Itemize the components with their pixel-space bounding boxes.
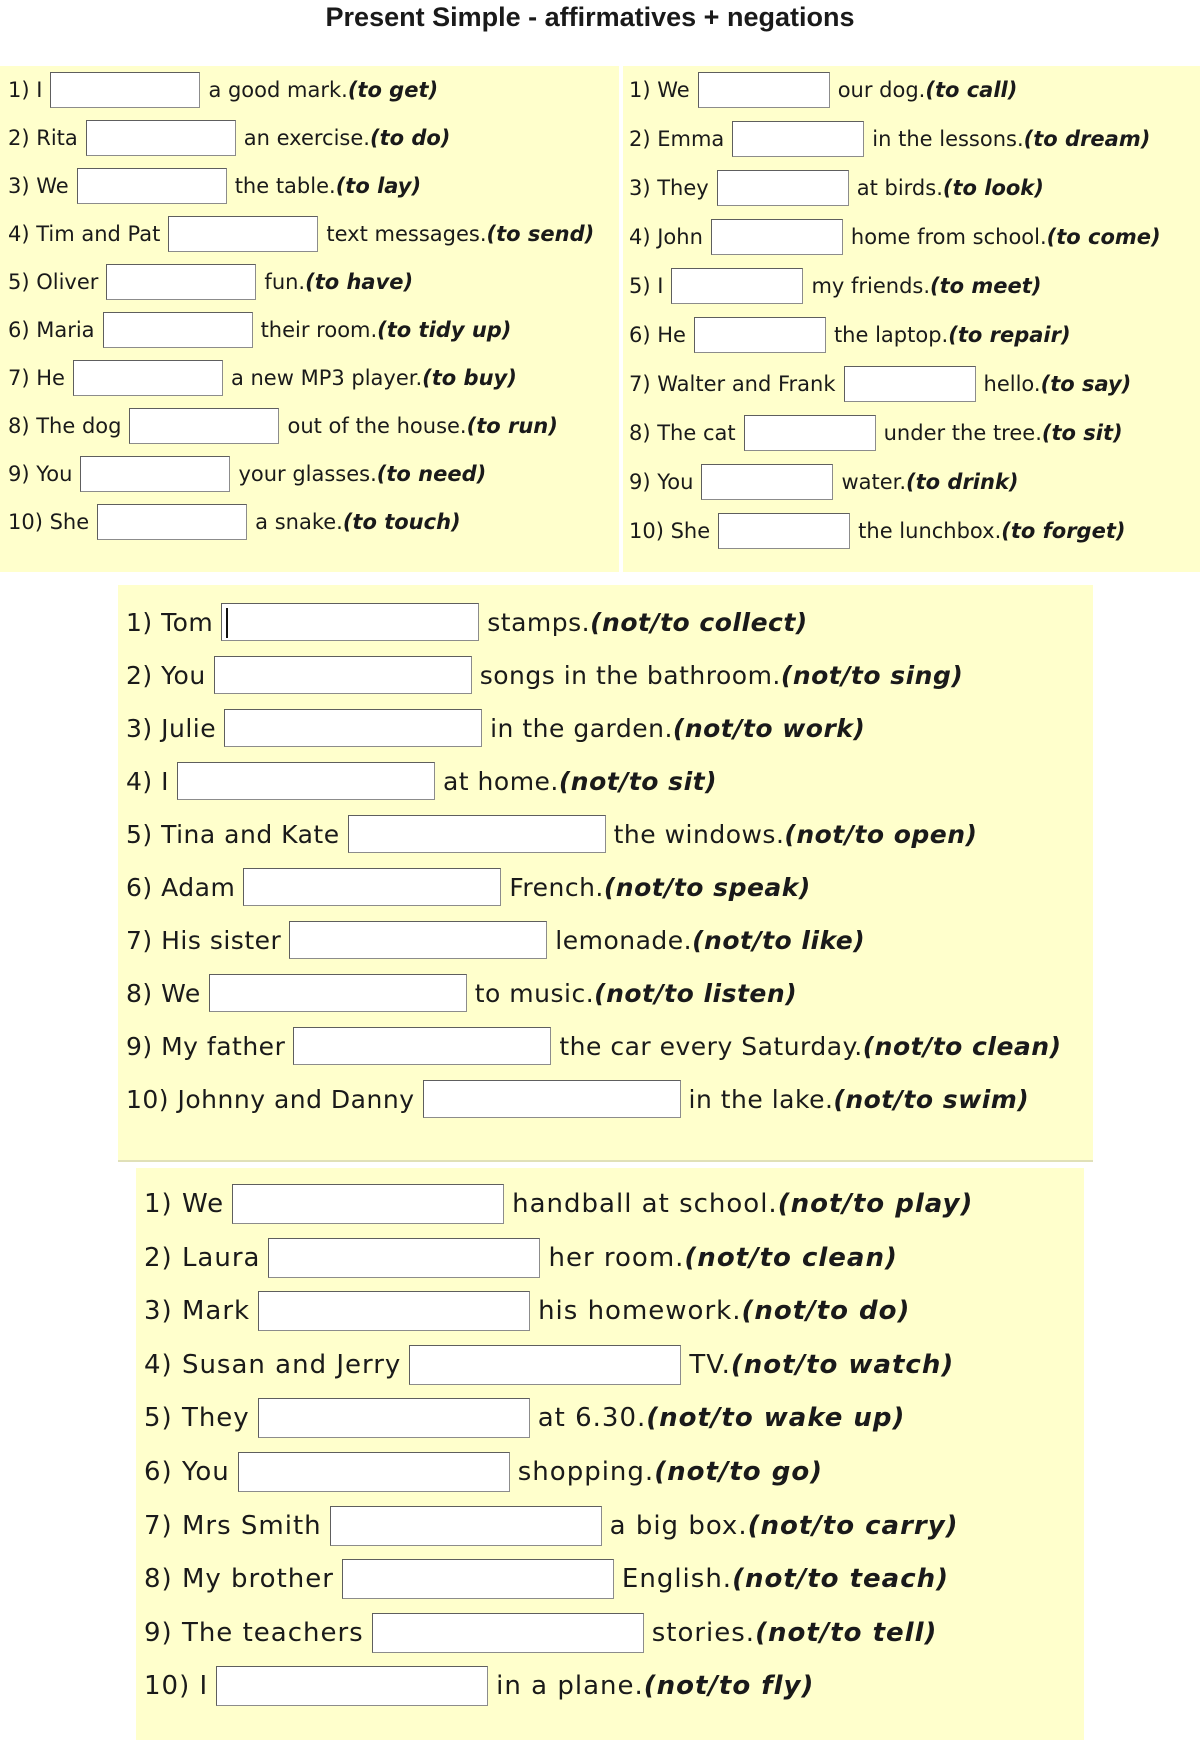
verb-hint: (to lay) [335, 174, 422, 198]
answer-input[interactable] [409, 1345, 681, 1385]
answer-input[interactable] [268, 1238, 540, 1278]
item-subject: 5) Tina and Kate [126, 819, 340, 849]
item-sentence: water. [841, 470, 907, 494]
exercise-item [629, 317, 1071, 353]
exercise-item [8, 408, 558, 444]
exercise-item [144, 1452, 823, 1492]
verb-hint: (to have) [305, 270, 414, 294]
verb-hint: (not/to listen) [594, 978, 798, 1008]
verb-hint: (not/to tell) [755, 1617, 938, 1648]
item-sentence: an exercise. [243, 126, 370, 150]
answer-input[interactable] [232, 1184, 504, 1224]
verb-hint: (to forget) [1001, 519, 1126, 543]
exercise-item [144, 1398, 905, 1438]
item-sentence: French. [509, 872, 604, 902]
answer-input[interactable] [732, 121, 864, 157]
exercise-item [126, 1027, 1062, 1065]
answer-input[interactable] [698, 72, 830, 108]
item-sentence: fun. [264, 270, 306, 294]
item-subject: 3) They [629, 176, 709, 200]
exercise-item [8, 264, 413, 300]
verb-hint: (not/to sing) [780, 660, 964, 690]
verb-hint: (not/to play) [777, 1189, 974, 1219]
answer-input[interactable] [238, 1452, 510, 1492]
verb-hint: (to tidy up) [377, 318, 512, 342]
exercise-item [8, 360, 517, 396]
verb-hint: (not/to do) [741, 1296, 911, 1327]
exercise-item [126, 815, 977, 853]
exercise-item [8, 72, 438, 108]
exercise-item [629, 513, 1125, 549]
item-sentence: a big box. [609, 1510, 748, 1541]
exercise-item [144, 1559, 949, 1599]
item-subject: 2) Rita [8, 126, 78, 150]
item-sentence: songs in the bathroom. [479, 660, 781, 690]
answer-input[interactable] [372, 1613, 644, 1653]
verb-hint: (to look) [942, 176, 1044, 200]
item-subject: 1) We [144, 1189, 225, 1219]
item-subject: 3) Julie [126, 713, 217, 743]
item-subject: 10) Johnny and Danny [126, 1084, 415, 1114]
item-subject: 6) Adam [126, 872, 236, 902]
verb-hint: (not/to teach) [732, 1564, 950, 1595]
answer-input[interactable] [348, 815, 606, 853]
verb-hint: (not/to collect) [590, 607, 808, 637]
item-sentence: your glasses. [238, 462, 377, 486]
item-subject: 6) He [629, 323, 686, 347]
item-subject: 10) I [144, 1671, 209, 1702]
verb-hint: (to run) [466, 414, 558, 438]
item-sentence: her room. [548, 1242, 685, 1273]
verb-hint: (not/to clean) [684, 1242, 898, 1273]
answer-input[interactable] [717, 170, 849, 206]
answer-input[interactable] [221, 603, 479, 641]
verb-hint: (to get) [347, 78, 439, 102]
item-sentence: the laptop. [833, 323, 949, 347]
verb-hint: (not/to like) [692, 925, 866, 955]
exercise-item [126, 974, 797, 1012]
item-subject: 10) She [629, 519, 711, 543]
answer-input[interactable] [216, 1666, 488, 1706]
exercise-item [629, 268, 1041, 304]
exercise-item [629, 170, 1044, 206]
item-sentence: at home. [442, 766, 559, 796]
answer-input[interactable] [718, 513, 850, 549]
answer-input[interactable] [342, 1559, 614, 1599]
item-sentence: the windows. [613, 819, 785, 849]
answer-input[interactable] [258, 1398, 530, 1438]
item-subject: 1) Tom [126, 607, 214, 637]
answer-input[interactable] [50, 72, 200, 108]
answer-input[interactable] [243, 868, 501, 906]
answer-input[interactable] [97, 504, 247, 540]
item-sentence: a snake. [255, 510, 343, 534]
item-sentence: TV. [689, 1349, 731, 1380]
answer-input[interactable] [106, 264, 256, 300]
exercise-item [629, 366, 1131, 402]
item-subject: 6) Maria [8, 318, 95, 342]
exercise-item [144, 1345, 954, 1385]
item-subject: 10) She [8, 510, 90, 534]
answer-input[interactable] [73, 360, 223, 396]
item-sentence: hello. [983, 372, 1041, 396]
verb-hint: (to call) [925, 78, 1018, 102]
item-subject: 4) John [629, 225, 703, 249]
answer-input[interactable] [289, 921, 547, 959]
item-subject: 4) I [126, 766, 169, 796]
item-sentence: their room. [260, 318, 378, 342]
item-subject: 5) I [629, 274, 664, 298]
verb-hint: (to say) [1040, 372, 1132, 396]
answer-input[interactable] [214, 656, 472, 694]
item-sentence: lemonade. [555, 925, 693, 955]
exercise-item [144, 1506, 959, 1546]
item-subject: 2) Emma [629, 127, 725, 151]
item-sentence: in a plane. [496, 1671, 644, 1702]
item-sentence: in the garden. [490, 713, 673, 743]
exercise-item [144, 1666, 814, 1706]
item-sentence: to music. [474, 978, 595, 1008]
item-sentence: English. [621, 1564, 733, 1595]
item-sentence: at birds. [856, 176, 943, 200]
item-subject: 5) Oliver [8, 270, 99, 294]
answer-input[interactable] [224, 709, 482, 747]
exercise-panel-2 [623, 66, 1200, 572]
verb-hint: (to touch) [342, 510, 461, 534]
exercise-panel-1 [0, 66, 619, 572]
verb-hint: (not/to go) [654, 1457, 824, 1487]
item-subject: 9) The teachers [144, 1617, 364, 1648]
answer-input[interactable] [694, 317, 826, 353]
verb-hint: (not/to carry) [747, 1510, 959, 1541]
verb-hint: (to buy) [422, 366, 517, 390]
answer-input[interactable] [744, 415, 876, 451]
item-subject: 3) We [8, 174, 69, 198]
exercise-item [629, 464, 1019, 500]
item-sentence: stamps. [487, 607, 591, 637]
item-subject: 1) We [629, 78, 690, 102]
exercise-item [126, 709, 865, 747]
exercise-item [144, 1184, 973, 1224]
item-subject: 2) You [126, 660, 206, 690]
item-subject: 9) My father [126, 1031, 286, 1061]
item-subject: 4) Susan and Jerry [144, 1349, 402, 1380]
item-sentence: the table. [234, 174, 336, 198]
answer-input[interactable] [168, 216, 318, 252]
verb-hint: (to need) [376, 462, 487, 486]
text-cursor [226, 608, 228, 638]
verb-hint: (not/to wake up) [646, 1403, 906, 1434]
verb-hint: (not/to open) [784, 819, 978, 849]
exercise-panel-3 [118, 585, 1093, 1162]
item-subject: 3) Mark [144, 1296, 251, 1327]
verb-hint: (to send) [486, 222, 595, 246]
answer-input[interactable] [423, 1080, 681, 1118]
exercise-panel-4 [136, 1168, 1084, 1740]
verb-hint: (to sit) [1041, 421, 1123, 445]
item-sentence: handball at school. [512, 1189, 778, 1219]
item-sentence: the lunchbox. [858, 519, 1002, 543]
item-subject: 7) Walter and Frank [629, 372, 836, 396]
verb-hint: (not/to fly) [643, 1671, 815, 1702]
answer-input[interactable] [129, 408, 279, 444]
verb-hint: (to meet) [930, 274, 1042, 298]
item-sentence: our dog. [837, 78, 926, 102]
exercise-item [8, 120, 450, 156]
item-subject: 1) I [8, 78, 43, 102]
verb-hint: (not/to sit) [558, 766, 718, 796]
exercise-item [8, 456, 486, 492]
exercise-item [8, 312, 511, 348]
verb-hint: (not/to speak) [603, 872, 811, 902]
exercise-item [126, 868, 811, 906]
item-subject: 7) He [8, 366, 65, 390]
item-sentence: out of the house. [287, 414, 467, 438]
exercise-item [144, 1291, 910, 1331]
item-subject: 5) They [144, 1403, 250, 1434]
exercise-item [629, 72, 1017, 108]
item-sentence: my friends. [811, 274, 931, 298]
answer-input[interactable] [330, 1506, 602, 1546]
item-sentence: at 6.30. [537, 1403, 647, 1434]
item-subject: 8) We [126, 978, 201, 1008]
exercise-item [629, 219, 1161, 255]
page-title: Present Simple - affirmatives + negations [325, 2, 855, 32]
exercise-item [126, 921, 865, 959]
item-sentence: in the lessons. [872, 127, 1024, 151]
exercise-item [144, 1238, 898, 1278]
verb-hint: (to dream) [1023, 127, 1151, 151]
item-subject: 7) His sister [126, 925, 282, 955]
item-sentence: the car every Saturday. [559, 1031, 863, 1061]
verb-hint: (to repair) [948, 323, 1071, 347]
item-subject: 8) My brother [144, 1564, 334, 1595]
answer-input[interactable] [293, 1027, 551, 1065]
exercise-item [126, 1080, 1029, 1118]
item-sentence: text messages. [326, 222, 487, 246]
item-sentence: a good mark. [208, 78, 348, 102]
verb-hint: (not/to watch) [730, 1349, 955, 1380]
verb-hint: (to come) [1046, 225, 1161, 249]
item-subject: 9) You [8, 462, 73, 486]
exercise-item [126, 762, 717, 800]
verb-hint: (not/to work) [672, 713, 866, 743]
exercise-item [126, 656, 963, 694]
exercise-item [126, 603, 808, 641]
verb-hint: (to drink) [906, 470, 1019, 494]
exercise-item [629, 121, 1150, 157]
exercise-item [144, 1613, 937, 1653]
exercise-item [8, 504, 461, 540]
item-sentence: under the tree. [883, 421, 1042, 445]
item-subject: 9) You [629, 470, 694, 494]
answer-input[interactable] [701, 464, 833, 500]
answer-input[interactable] [671, 268, 803, 304]
answer-input[interactable] [258, 1291, 530, 1331]
item-sentence: shopping. [517, 1457, 655, 1487]
answer-input[interactable] [177, 762, 435, 800]
verb-hint: (to do) [369, 126, 451, 150]
item-subject: 6) You [144, 1457, 230, 1487]
exercise-item [629, 415, 1123, 451]
item-sentence: in the lake. [688, 1084, 834, 1114]
item-subject: 8) The cat [629, 421, 736, 445]
answer-input[interactable] [77, 168, 227, 204]
item-subject: 4) Tim and Pat [8, 222, 161, 246]
item-subject: 2) Laura [144, 1242, 261, 1273]
item-subject: 7) Mrs Smith [144, 1510, 322, 1541]
item-sentence: home from school. [850, 225, 1047, 249]
answer-input[interactable] [86, 120, 236, 156]
item-sentence: his homework. [538, 1296, 742, 1327]
item-subject: 8) The dog [8, 414, 122, 438]
exercise-item [8, 168, 421, 204]
verb-hint: (not/to clean) [862, 1031, 1062, 1061]
answer-input[interactable] [711, 219, 843, 255]
answer-input[interactable] [80, 456, 230, 492]
exercise-item [8, 216, 594, 252]
answer-input[interactable] [103, 312, 253, 348]
answer-input[interactable] [209, 974, 467, 1012]
item-sentence: a new MP3 player. [230, 366, 423, 390]
verb-hint: (not/to swim) [833, 1084, 1030, 1114]
answer-input[interactable] [844, 366, 976, 402]
item-sentence: stories. [651, 1617, 756, 1648]
